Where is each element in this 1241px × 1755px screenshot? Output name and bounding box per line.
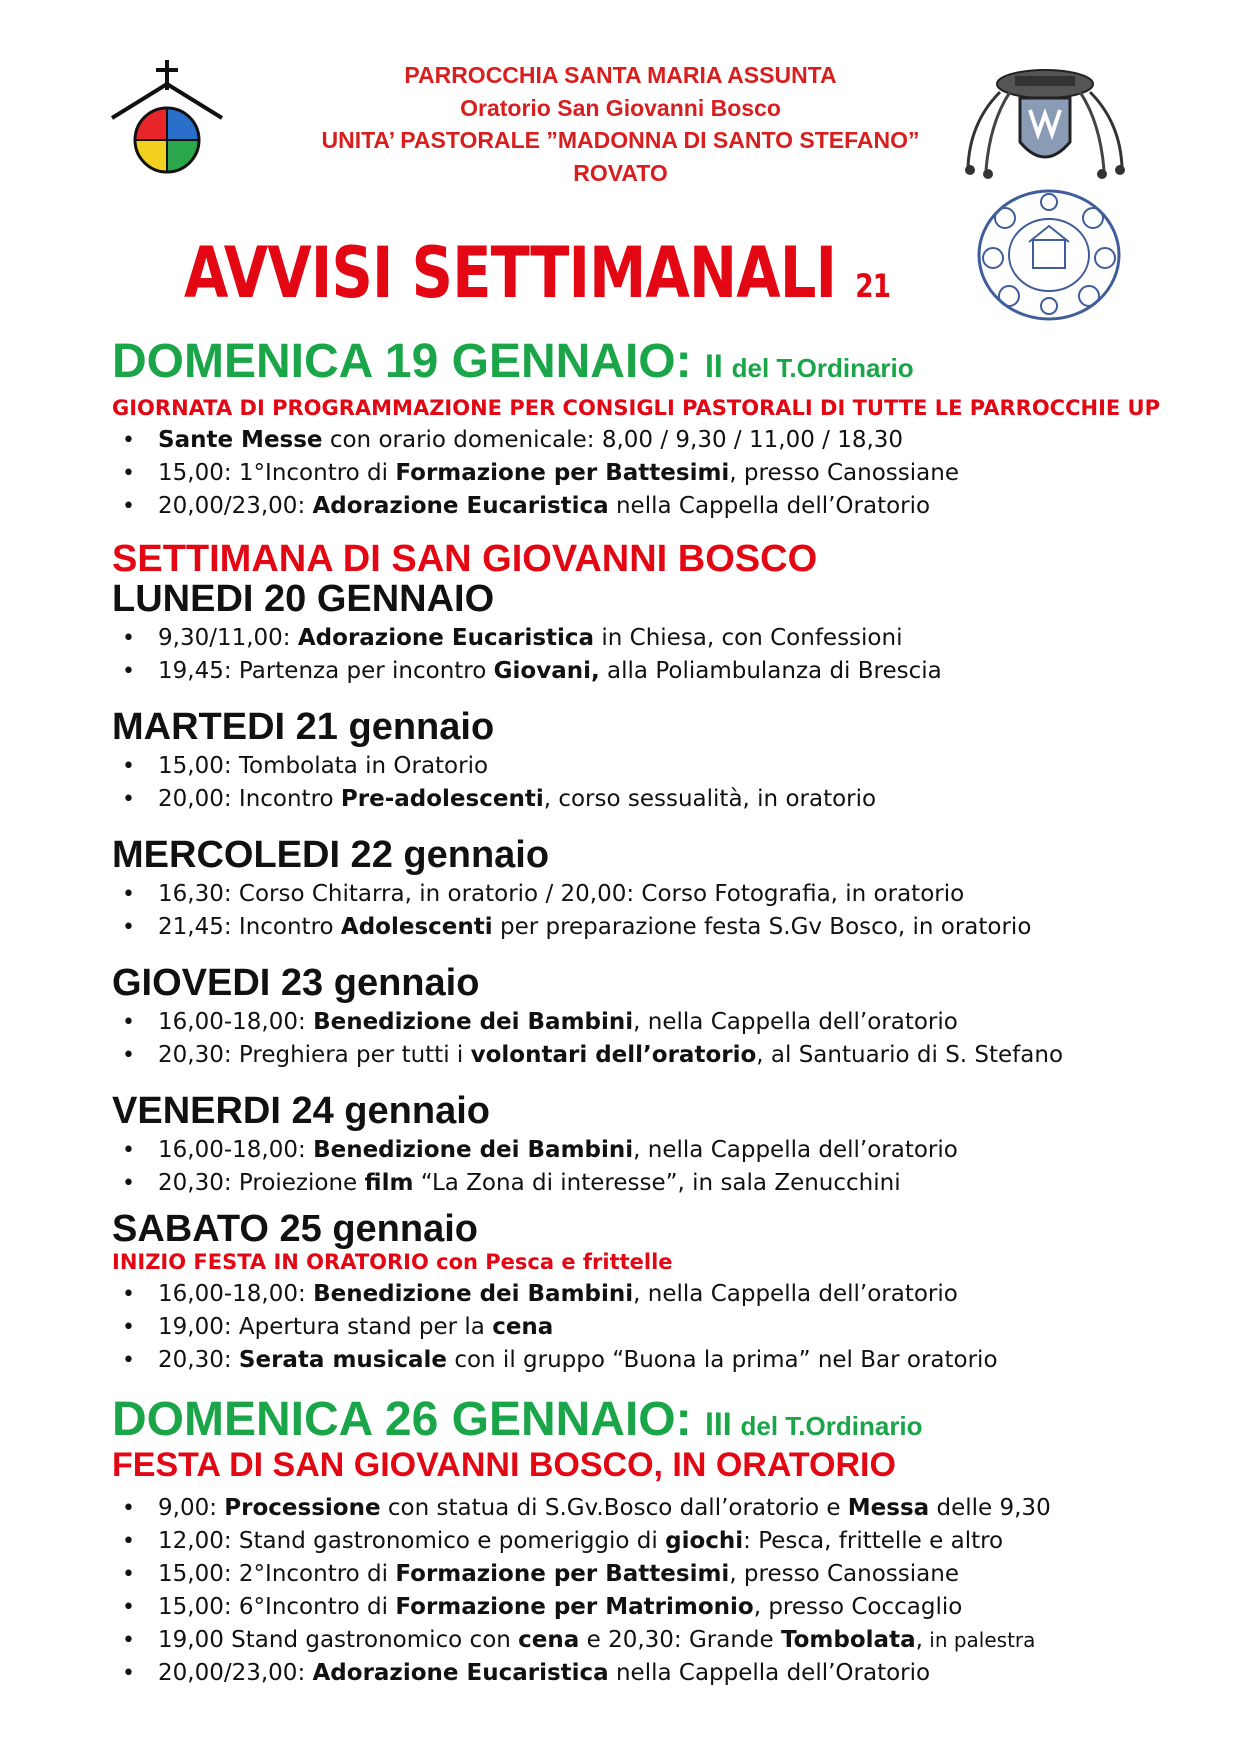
main-title: AVVISI SETTIMANALI 21	[184, 232, 891, 314]
list-item: • 16,00-18,00: Benedizione dei Bambini, nella Cappella dell’oratorio	[112, 1006, 1063, 1039]
list-item: • 15,00: 1°Incontro di Formazione per Battesimi, presso Canossiane	[112, 457, 959, 490]
bishop-coat-of-arms-icon	[960, 62, 1130, 180]
list-item: • 20,00/23,00: Adorazione Eucaristica nella Cappella dell’Oratorio	[112, 1657, 1051, 1690]
list-item: • 12,00: Stand gastronomico e pomeriggio di giochi: Pesca, frittelle e altro	[112, 1525, 1051, 1558]
day-heading: SABATO 25 gennaio	[112, 1208, 478, 1250]
day-subtitle: INIZIO FESTA IN ORATORIO con Pesca e frittelle	[112, 1250, 673, 1274]
sunday-heading: DOMENICA 26 GENNAIO: III del T.Ordinario	[112, 1393, 923, 1446]
list-item: • 9,30/11,00: Adorazione Eucaristica in Chiesa, con Confessioni	[112, 622, 942, 655]
day-items	[112, 622, 942, 688]
sunday-subtitle: GIORNATA DI PROGRAMMAZIONE PER CONSIGLI PASTORALI DI TUTTE LE PARROCCHIE UP	[112, 396, 1160, 420]
day-heading: VENERDI 24 gennaio	[112, 1090, 490, 1132]
list-item: • 20,30: Preghiera per tutti i volontari dell’oratorio, al Santuario di S. Stefano	[112, 1039, 1063, 1072]
pastoral-unit-name: UNITA’ PASTORALE ”MADONNA DI SANTO STEFANO”	[321, 127, 920, 153]
list-item: • 19,45: Partenza per incontro Giovani, alla Poliambulanza di Brescia	[112, 655, 942, 688]
list-item: • 15,00: Tombolata in Oratorio	[112, 750, 876, 783]
sunday-subtitle: FESTA DI SAN GIOVANNI BOSCO, IN ORATORIO	[112, 1446, 896, 1484]
week-title: SETTIMANA DI SAN GIOVANNI BOSCO	[112, 538, 818, 580]
list-item: • 19,00 Stand gastronomico con cena e 20,30: Grande Tombolata, in palestra	[112, 1624, 1051, 1657]
sunday-items	[112, 1492, 1051, 1690]
list-item: • Sante Messe con orario domenicale: 8,00 / 9,30 / 11,00 / 18,30	[112, 424, 959, 457]
list-item: • 19,00: Apertura stand per la cena	[112, 1311, 998, 1344]
list-item: • 15,00: 2°Incontro di Formazione per Battesimi, presso Canossiane	[112, 1558, 1051, 1591]
list-item: • 16,00-18,00: Benedizione dei Bambini, nella Cappella dell’oratorio	[112, 1134, 958, 1167]
day-items	[112, 878, 1031, 944]
sunday-heading: DOMENICA 19 GENNAIO: II del T.Ordinario	[112, 335, 914, 388]
day-heading: MERCOLEDI 22 gennaio	[112, 834, 550, 876]
sunday-items	[112, 424, 959, 523]
day-heading: MARTEDI 21 gennaio	[112, 706, 495, 748]
day-items	[112, 750, 876, 816]
town-name: ROVATO	[573, 160, 668, 186]
list-item: • 16,30: Corso Chitarra, in oratorio / 20,00: Corso Fotografia, in oratorio	[112, 878, 1031, 911]
parish-name: PARROCCHIA SANTA MARIA ASSUNTA	[404, 62, 837, 88]
oratory-name: Oratorio San Giovanni Bosco	[460, 95, 781, 121]
list-item: • 16,00-18,00: Benedizione dei Bambini, nella Cappella dell’oratorio	[112, 1278, 998, 1311]
day-heading: LUNEDI 20 GENNAIO	[112, 578, 495, 620]
day-items	[112, 1278, 998, 1377]
unita-pastorale-seal-icon	[975, 188, 1123, 322]
day-items	[112, 1006, 1063, 1072]
list-item: • 15,00: 6°Incontro di Formazione per Matrimonio, presso Coccaglio	[112, 1591, 1051, 1624]
day-items	[112, 1134, 958, 1200]
list-item: • 20,00: Incontro Pre-adolescenti, corso sessualità, in oratorio	[112, 783, 876, 816]
list-item: • 20,30: Proiezione film “La Zona di interesse”, in sala Zenucchini	[112, 1167, 958, 1200]
list-item: • 21,45: Incontro Adolescenti per preparazione festa S.Gv Bosco, in oratorio	[112, 911, 1031, 944]
list-item: • 20,30: Serata musicale con il gruppo “Buona la prima” nel Bar oratorio	[112, 1344, 998, 1377]
day-heading: GIOVEDI 23 gennaio	[112, 962, 480, 1004]
list-item: • 9,00: Processione con statua di S.Gv.Bosco dall’oratorio e Messa delle 9,30	[112, 1492, 1051, 1525]
list-item: • 20,00/23,00: Adorazione Eucaristica nella Cappella dell’Oratorio	[112, 490, 959, 523]
